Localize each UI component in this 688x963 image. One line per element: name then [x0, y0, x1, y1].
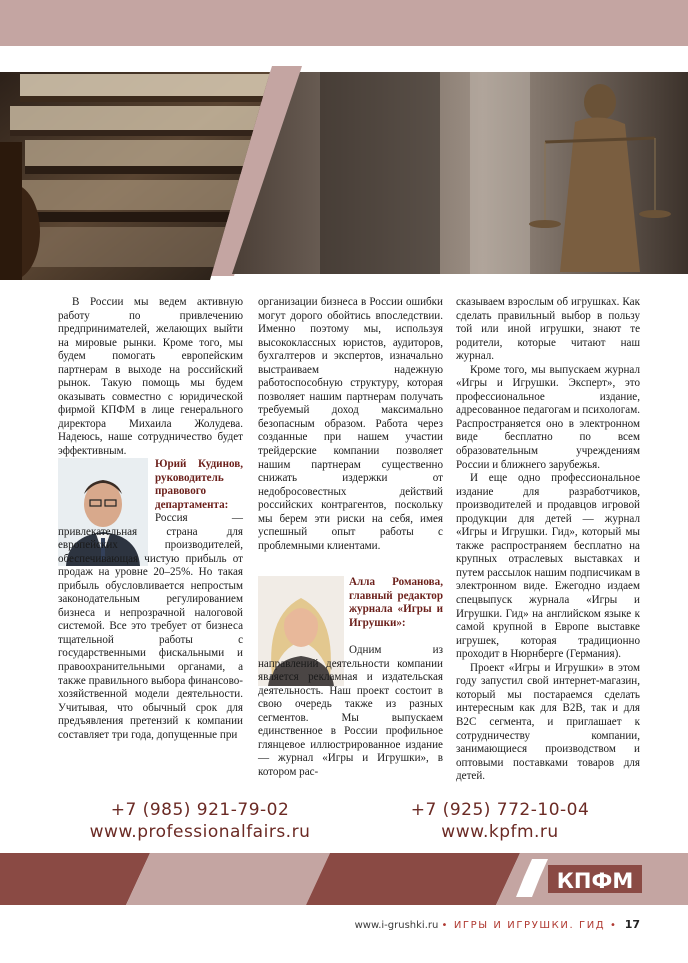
- left-site-link[interactable]: www.professionalfairs.ru: [89, 822, 311, 842]
- footer: www.i-grushki.ru • ИГРЫ И ИГРУШКИ. ГИД • 17: [354, 918, 640, 931]
- right-paragraph-4: Проект «Игры и Игрушки» в этом году запустил свой интернет-магазин, который мы постараемся сделать интересным как для B2B, так и для B2C сегмента, и приглашает к сотрудничеству компании, занимающиеся производством и оптовыми поставками товаров для детей.: [456, 661, 640, 783]
- bio-text-romanova: Одним из направлений деятельности компании является рекламная и издательская деятельность. Наш проект состоит в свою очередь также из разных сегментов. Мы выпускаем единственное в России профильное глянцевое иллюстрированное издание — журнал «Игры и Игрушки», в котором рас-: [258, 644, 443, 778]
- left-phone: +7 (985) 921-79-02: [110, 800, 290, 820]
- bio-name-kudinov: Юрий Кудинов, руководитель правового департамента:: [155, 458, 243, 511]
- left-column: [58, 296, 243, 459]
- right-paragraph-2: Кроме того, мы выпускаем журнал «Игры и Игрушки. Эксперт», это профессиональное издание, адресованное педагогам и психологам. Распространяется оно в электронном виде бесплатно по всем образовательным учреждениям России и ближнего зарубежья.: [456, 363, 640, 471]
- kpfm-logo: КПФМ: [556, 869, 634, 893]
- intro-paragraph: В России мы ведем активную работу по привлечению предпринимателей, желающих выйти на мировые рынки. Кроме того, мы будем помогать европейским партнерам в выходе на российский рынок. Такую помощь мы будем оказывать совместно с юридической фирмой КПФМ в лице генерального директора Михаила Жолудева. Надеюсь, наше сотрудничество будет эффективным.: [58, 296, 243, 458]
- right-paragraph-1: сказываем взрослым об игрушках. Как сделать правильный выбор в пользу той или иной игрушки, знают те родители, которые читают наш журнал.: [456, 296, 640, 363]
- middle-column: [258, 296, 443, 553]
- middle-paragraph: организации бизнеса в России ошибки могут дорого обойтись впоследствии. Именно поэтому мы, используя высококлассных юристов, аудиторов, бухгалтеров и экспертов, изначально выстраиваем надежную работоспособную структуру, которая позволяет нашим партнерам получать требуемый доход максимально безопасным образом. Работа через созданные при нашем участии трейдерские компании позволяет нашим партнерам существенно снижать издержки от недобросовестных действий российских контрагентов, поскольку мы берем эти риски на себя, имея успешный опыт работы с проблемными клиентами.: [258, 296, 443, 552]
- bio-block-romanova: [349, 576, 443, 630]
- hero-images: [0, 62, 688, 280]
- bottom-band: [0, 853, 688, 905]
- right-phone: +7 (925) 772-10-04: [410, 800, 590, 820]
- right-column: [456, 296, 640, 784]
- bio-block-kudinov: [155, 458, 243, 512]
- page-number: 17: [624, 918, 640, 931]
- right-paragraph-3: И еще одно профессиональное издание для разработчиков, производителей и продавцов игровой продукции для детей — журнал «Игры и Игрушки. Гид», который мы также распространяем бесплатно на крупных отраслевых выставках и путем рассылок нашим подписчикам в электронном виде. Ежегодно издаем спецвыпуск журнала «Игры и Игрушки. Гид» на английском языке к самой крупной в Европе выставке игрушек, которая традиционно проходит в Нюрнберге (Германия).: [456, 472, 640, 661]
- bio-text-kudinov: Россия — привлекательная страна для европейских производителей, обеспечивающая чистую прибыль от продаж на уровне 20–25%. Но такая прибыль обусловливается непростым законодательным регулированием бизнеса и непрозрачной налоговой системой. Все это требует от бизнеса тщательной работы с государственными фискальными и правоохранительными органами, а также правильного выбора финансово-хозяйственной модели деятельности. Учитывая, что обычный срок для предъявления претензий к компании составляет три года, допущенные при: [58, 512, 243, 741]
- right-site-link[interactable]: www.kpfm.ru: [441, 822, 559, 842]
- bio-name-romanova: Алла Романова, главный редактор журнала «Игры и Игрушки»:: [349, 576, 443, 629]
- themis-statue-photo: [230, 62, 688, 280]
- footer-site-link[interactable]: www.i-grushki.ru: [354, 920, 439, 931]
- footer-magazine: ИГРЫ И ИГРУШКИ. ГИД: [453, 920, 606, 931]
- top-band: [0, 0, 688, 46]
